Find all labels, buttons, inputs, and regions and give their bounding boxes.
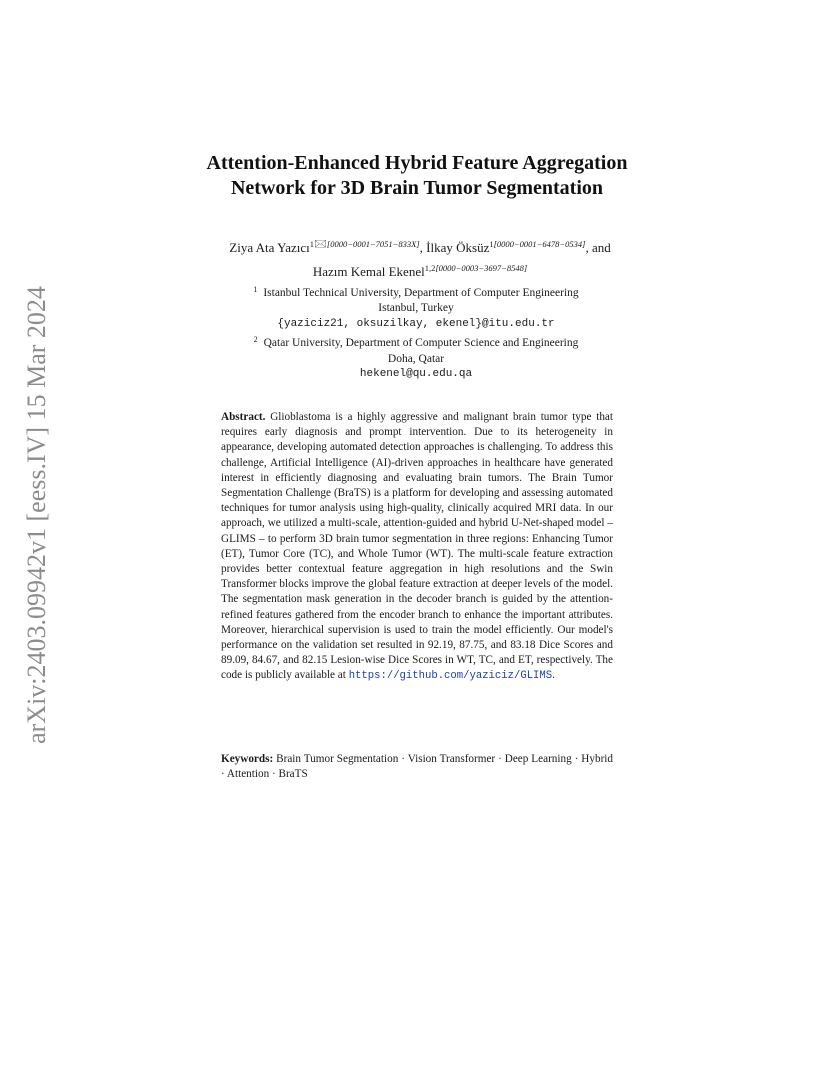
author-3-affil: 1,2 bbox=[424, 263, 436, 273]
affiliation-2-number: 2 bbox=[253, 335, 258, 345]
author-list bbox=[160, 234, 680, 282]
arxiv-id: arXiv:2403.09942v1 [eess.IV] 15 Mar 2024 bbox=[22, 286, 51, 744]
author-3-name: Hazım Kemal Ekenel bbox=[312, 264, 425, 279]
title-line-2: Network for 3D Brain Tumor Segmentation bbox=[230, 177, 604, 199]
arxiv-sidebar-stamp bbox=[20, 280, 54, 750]
affiliation-2-location: Doha, Qatar bbox=[387, 352, 445, 365]
code-link[interactable]: https://github.com/yaziciz/GLIMS bbox=[348, 670, 553, 683]
author-1-orcid[interactable]: [0000−0001−7051−833X] bbox=[326, 239, 420, 249]
affiliation-2-institution: Qatar University, Department of Computer Science and Engineering bbox=[263, 337, 579, 350]
affiliation-1-number: 1 bbox=[253, 285, 258, 294]
abstract-text: Glioblastoma is a highly aggressive and malignant brain tumor type that requires early diagnosis and prompt intervention. Due to its heterogeneity in appearance, developing automated detection approaches is challenging. To address this challenge, Artificial Intelligence (AI)-driven approaches in healthcare have generated interest in efficiently diagnosing and evaluating brain tumors. The Brain Tumor Segmentation Challenge (BraTS) is a platform for developing and assessing automated techniques for tumor analysis using high-quality, clinically acquired MRI data. In our approach, we utilized a multi-scale, attention-guided and hybrid U-Net-shaped model – GLIMS – to perform 3D brain tumor segmentation in three regions: Enhancing Tumor (ET), Tumor Core (TC), and Whole Tumor (WT). The multi-scale feature extraction provides better contextual feature aggregation in high resolutions and the Swin Transformer blocks improve the global feature extraction at deeper levels of the model. The segmentation mask generation in the decoder branch is guided by the attention-refined features gathered from the encoder branch to enhance the important attributes. Moreover, hierarchical supervision is used to train the model efficiently. Our model's performance on the validation set resulted in 92.19, 87.75, and 83.18 Dice Scores and 89.09, 84.67, and 82.15 Lesion-wise Dice Scores in WT, TC, and ET, respectively. The code is publicly available at bbox=[221, 411, 613, 682]
affiliation-1-institution: Istanbul Technical University, Department of Computer Engineering bbox=[263, 287, 579, 299]
affiliations bbox=[221, 282, 611, 382]
author-2-orcid[interactable]: [0000−0001−6478−0534] bbox=[493, 239, 586, 249]
author-2-name: İlkay Öksüz bbox=[426, 240, 490, 255]
affiliation-2-email[interactable]: hekenel@qu.edu.qa bbox=[359, 368, 473, 381]
affiliation-1-location: Istanbul, Turkey bbox=[378, 302, 454, 315]
keywords-label: Keywords: bbox=[221, 753, 274, 765]
author-1-name: Ziya Ata Yazıcı bbox=[229, 240, 310, 255]
abstract-label: Abstract. bbox=[221, 411, 266, 423]
paper-title bbox=[120, 151, 714, 201]
title-line-1: Attention-Enhanced Hybrid Feature Aggregation bbox=[206, 152, 628, 174]
envelope-icon[interactable]: 🖂 bbox=[314, 238, 327, 250]
author-line-1: Ziya Ata Yazıcı$^{1🖂[0000-0001-7051-833X]}$, İlkay Öksüz$^{1[0000-0001-6478-0534]}$, and bbox=[229, 238, 611, 255]
author-conjunction: , and bbox=[585, 240, 611, 255]
abstract-end: . bbox=[552, 669, 555, 682]
author-1-affil: 1 bbox=[309, 239, 315, 249]
abstract bbox=[221, 410, 613, 685]
affiliation-2-line-1 bbox=[221, 332, 611, 351]
author-3-orcid[interactable]: [0000−0003−3697−8548] bbox=[435, 263, 528, 273]
keywords-text: Brain Tumor Segmentation · Vision Transformer · Deep Learning · Hybrid · Attention · BraTS bbox=[221, 753, 614, 781]
author-line-2 bbox=[160, 258, 680, 282]
affiliation-1-email[interactable]: {yaziciz21, oksuzilkay, ekenel}@itu.edu.tr bbox=[277, 317, 555, 330]
keywords bbox=[221, 752, 613, 782]
affiliation-1-line-1 bbox=[221, 282, 611, 301]
author-2-affil: 1 bbox=[489, 239, 494, 249]
